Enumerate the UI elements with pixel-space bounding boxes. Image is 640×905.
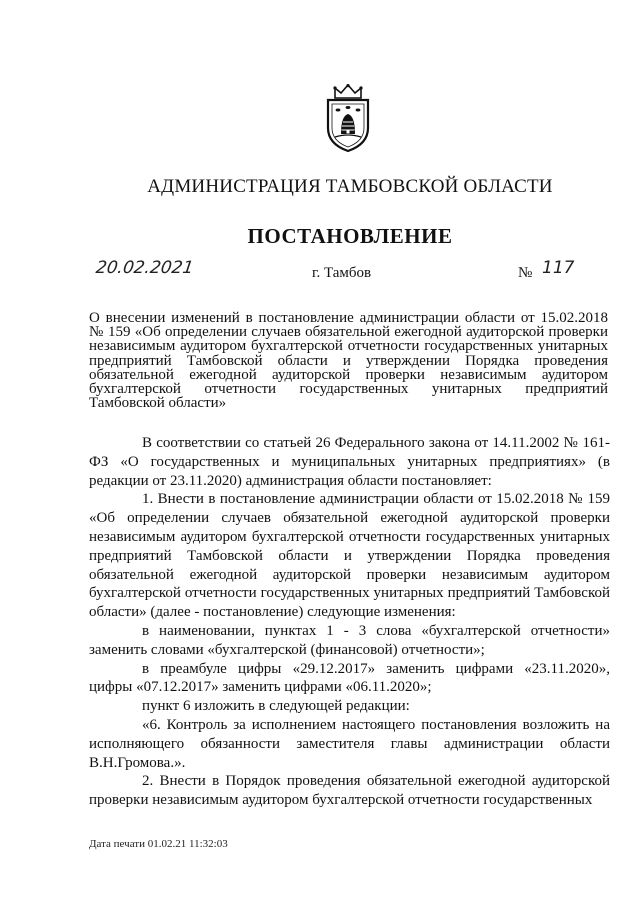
city-label: г. Тамбов: [312, 265, 372, 281]
tambov-coat-of-arms-icon: [321, 84, 375, 154]
number-sign: №: [518, 265, 533, 281]
document-title: О внесении изменений в постановление администрации области от 15.02.2018 № 159 «Об определении случаев обязательной ежегодной аудиторской проверки независимым аудитором бухгалтерской отчетности государственных унитарных предприятий Тамбовской области и утверждении Порядка проведения обязательной ежегодной аудиторской проверки независимым аудитором бухгалтерской отчетности государственных унитарных предприятий Тамбовской области»: [89, 310, 608, 412]
handwritten-date: 20.02.2021: [94, 258, 195, 278]
print-date: Дата печати 01.02.21 11:32:03: [89, 838, 228, 850]
paragraph: в преамбуле цифры «29.12.2017» заменить цифрами «23.11.2020», цифры «07.12.2017» заменить цифрами «06.11.2020»;: [89, 660, 610, 696]
paragraph: 2. Внести в Порядок проведения обязательной ежегодной аудиторской проверки независимым аудитором бухгалтерской отчетности государственных: [89, 773, 610, 809]
paragraph: пункт 6 изложить в следующей редакции:: [142, 698, 410, 715]
document-type: ПОСТАНОВЛЕНИЕ: [247, 224, 453, 248]
paragraph: В соответствии со статьей 26 Федерального закона от 14.11.2002 № 161-ФЗ «О государственных и муниципальных унитарных предприятиях» (в редакции от 23.11.2020) администрация области постановляет:: [89, 435, 610, 489]
agency-name: АДМИНИСТРАЦИЯ ТАМБОВСКОЙ ОБЛАСТИ: [147, 176, 553, 197]
handwritten-number: 117: [542, 258, 575, 278]
paragraph: 1. Внести в постановление администрации области от 15.02.2018 № 159 «Об определении случаев обязательной ежегодной аудиторской проверки независимым аудитором бухгалтерской отчетности государственных унитарных предприятий Тамбовской области и утверждении Порядка проведения обязательной ежегодной аудиторской проверки независимым аудитором бухгалтерской отчетности государственных унитарных предприятий Тамбовской области» (далее - постановление) следующие изменения:: [89, 491, 610, 621]
document-body: [89, 434, 610, 810]
paragraph: в наименовании, пунктах 1 - 3 слова «бухгалтерской отчетности» заменить словами «бухгалтерской (финансовой) отчетности»;: [89, 622, 610, 658]
paragraph: «6. Контроль за исполнением настоящего постановления возложить на исполняющего обязанности заместителя главы администрации области В.Н.Громова.».: [89, 716, 610, 771]
